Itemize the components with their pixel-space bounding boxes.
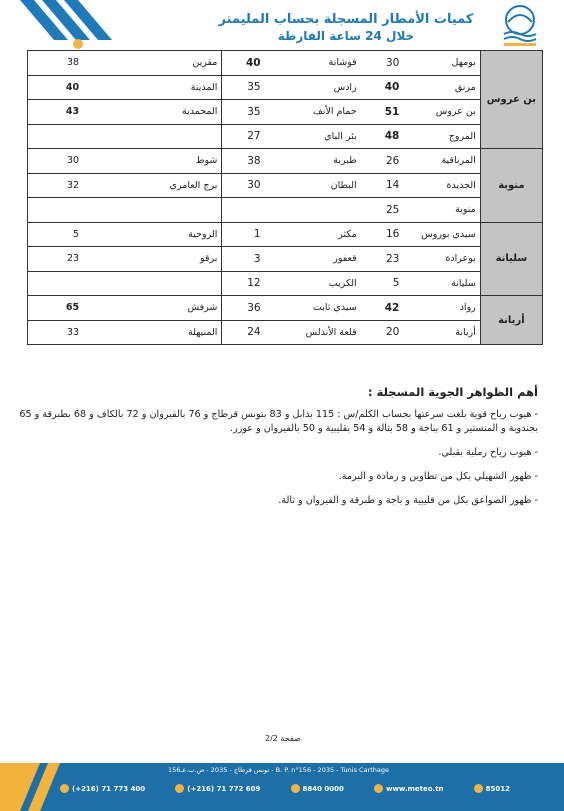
phone-icon — [291, 784, 300, 793]
station-name: بوعرادة — [403, 247, 480, 272]
rainfall-table — [27, 50, 543, 345]
phenomena-list — [18, 408, 538, 518]
station-name: شرفش — [83, 296, 222, 321]
station-name: مرنق — [403, 75, 480, 100]
station-name: المدينة — [83, 75, 222, 100]
phenomena-item: - هبوب رياح قوية بلغت سرعتها بحساب الكلم/س : 115 بذابل و 83 بتونس قرطاج و 76 بالقيروان و 72 بالكاف و 68 بطبرقة و 65 بجندوبة و المنستير و 61 بباجة و 58 بثالة و 54 بقليبية و 50 بالقيروان و عوزر. — [19, 409, 538, 434]
rain-value: 40 — [361, 75, 404, 100]
rain-value: 65 — [28, 296, 84, 321]
station-name: بئر الباي — [265, 124, 361, 149]
rain-value: 38 — [222, 149, 265, 174]
station-name: سيدي بوروس — [403, 222, 480, 247]
table-row — [28, 149, 543, 174]
social-contact: 85012 — [474, 784, 510, 793]
rain-value: 30 — [28, 149, 84, 174]
document-title — [216, 12, 476, 44]
rain-value: 40 — [28, 75, 84, 100]
station-name: الروحية — [83, 222, 222, 247]
governorate-cell: منوبة — [480, 149, 542, 223]
rain-value: 16 — [361, 222, 404, 247]
governorate-cell: بن عروس — [480, 51, 542, 149]
rain-value: 20 — [361, 320, 404, 345]
title-line-1: كميات الأمطار المسجلة بحساب المليمتر — [218, 12, 474, 27]
table-row — [28, 198, 543, 223]
station-name — [83, 271, 222, 296]
website-link[interactable]: www.meteo.tn — [374, 784, 444, 793]
table-row — [28, 100, 543, 125]
footer-contacts — [60, 784, 510, 793]
station-name: رواد — [403, 296, 480, 321]
rain-value: 23 — [28, 247, 84, 272]
rain-value — [28, 124, 84, 149]
station-name: طبربة — [265, 149, 361, 174]
station-name: قلعة الأندلس — [265, 320, 361, 345]
phone-icon — [60, 784, 69, 793]
social-icon — [474, 784, 483, 793]
table-row — [28, 271, 543, 296]
globe-icon — [374, 784, 383, 793]
station-name: الكريب — [265, 271, 361, 296]
station-name: المرناقية — [403, 149, 480, 174]
station-name: المنيهلة — [83, 320, 222, 345]
rain-value: 42 — [361, 296, 404, 321]
rain-value: 48 — [361, 124, 404, 149]
rainfall-table-body — [28, 51, 543, 345]
rain-value: 51 — [361, 100, 404, 125]
phone-contact: (+216) 71 773 400 — [60, 784, 145, 793]
rain-value: 32 — [28, 173, 84, 198]
station-name: حمام الأنف — [265, 100, 361, 125]
station-name: فوشانة — [265, 51, 361, 76]
page-number: صفحة 2/2 — [265, 734, 301, 743]
table-row — [28, 320, 543, 345]
rain-value: 43 — [28, 100, 84, 125]
phenomena-item: - ظهور الشهيلي بكل من تطاوين و رمادة و البرمة. — [338, 471, 538, 482]
station-name: أريانة — [403, 320, 480, 345]
rain-value: 26 — [361, 149, 404, 174]
rain-value: 23 — [361, 247, 404, 272]
station-name: بن عروس — [403, 100, 480, 125]
station-name — [83, 124, 222, 149]
institute-logo-icon — [494, 0, 546, 52]
fax-contact: (+216) 71 772 609 — [175, 784, 260, 793]
rain-value: 3 — [222, 247, 265, 272]
station-name: برقو — [83, 247, 222, 272]
rain-value — [28, 198, 84, 223]
governorate-cell: أريانة — [480, 296, 542, 345]
rain-value: 24 — [222, 320, 265, 345]
footer-address: B. P. n°156 - 2035 - Tunis Carthage - تونس قرطاج - 2035 - ص.ب.عـ156 — [168, 766, 390, 774]
rain-value: 38 — [28, 51, 84, 76]
rain-value: 35 — [222, 75, 265, 100]
header-stripes-decoration — [20, 0, 120, 55]
phenomena-item: - هبوب رياح رملية بقبلي. — [438, 447, 538, 458]
station-name: الجديدة — [403, 173, 480, 198]
rain-value — [28, 271, 84, 296]
rain-value — [222, 198, 265, 223]
station-name — [83, 198, 222, 223]
station-name: رادس — [265, 75, 361, 100]
rain-value: 5 — [28, 222, 84, 247]
station-name: بومهل — [403, 51, 480, 76]
rain-value: 36 — [222, 296, 265, 321]
rain-value: 35 — [222, 100, 265, 125]
station-name: سيدي ثابت — [265, 296, 361, 321]
table-row — [28, 75, 543, 100]
table-row — [28, 222, 543, 247]
table-row — [28, 247, 543, 272]
governorate-cell: سليانة — [480, 222, 542, 296]
rain-value: 12 — [222, 271, 265, 296]
phenomena-title: أهم الظواهر الجوية المسجلة : — [368, 385, 538, 399]
station-name: المروج — [403, 124, 480, 149]
station-name: شوط — [83, 149, 222, 174]
table-row — [28, 51, 543, 76]
rain-value: 30 — [361, 51, 404, 76]
phenomena-item: - ظهور الصواعق بكل من قليبية و باجة و طبرقة و القيروان و ثالة. — [278, 495, 538, 506]
rain-value: 1 — [222, 222, 265, 247]
table-row — [28, 124, 543, 149]
rain-value: 33 — [28, 320, 84, 345]
rain-value: 25 — [361, 198, 404, 223]
station-name: برج العامري — [83, 173, 222, 198]
station-name: المحمدية — [83, 100, 222, 125]
station-name — [265, 198, 361, 223]
table-row — [28, 173, 543, 198]
table-row — [28, 296, 543, 321]
title-line-2: خلال 24 ساعة الفارطة — [277, 29, 415, 43]
service-contact: 8840 0000 — [291, 784, 344, 793]
station-name: سليانة — [403, 271, 480, 296]
rain-value: 5 — [361, 271, 404, 296]
station-name: منوبة — [403, 198, 480, 223]
rain-value: 27 — [222, 124, 265, 149]
station-name: مقرين — [83, 51, 222, 76]
station-name: قعفور — [265, 247, 361, 272]
station-name: مكثر — [265, 222, 361, 247]
rain-value: 30 — [222, 173, 265, 198]
fax-icon — [175, 784, 184, 793]
rain-value: 40 — [222, 51, 265, 76]
rain-value: 14 — [361, 173, 404, 198]
station-name: البطان — [265, 173, 361, 198]
